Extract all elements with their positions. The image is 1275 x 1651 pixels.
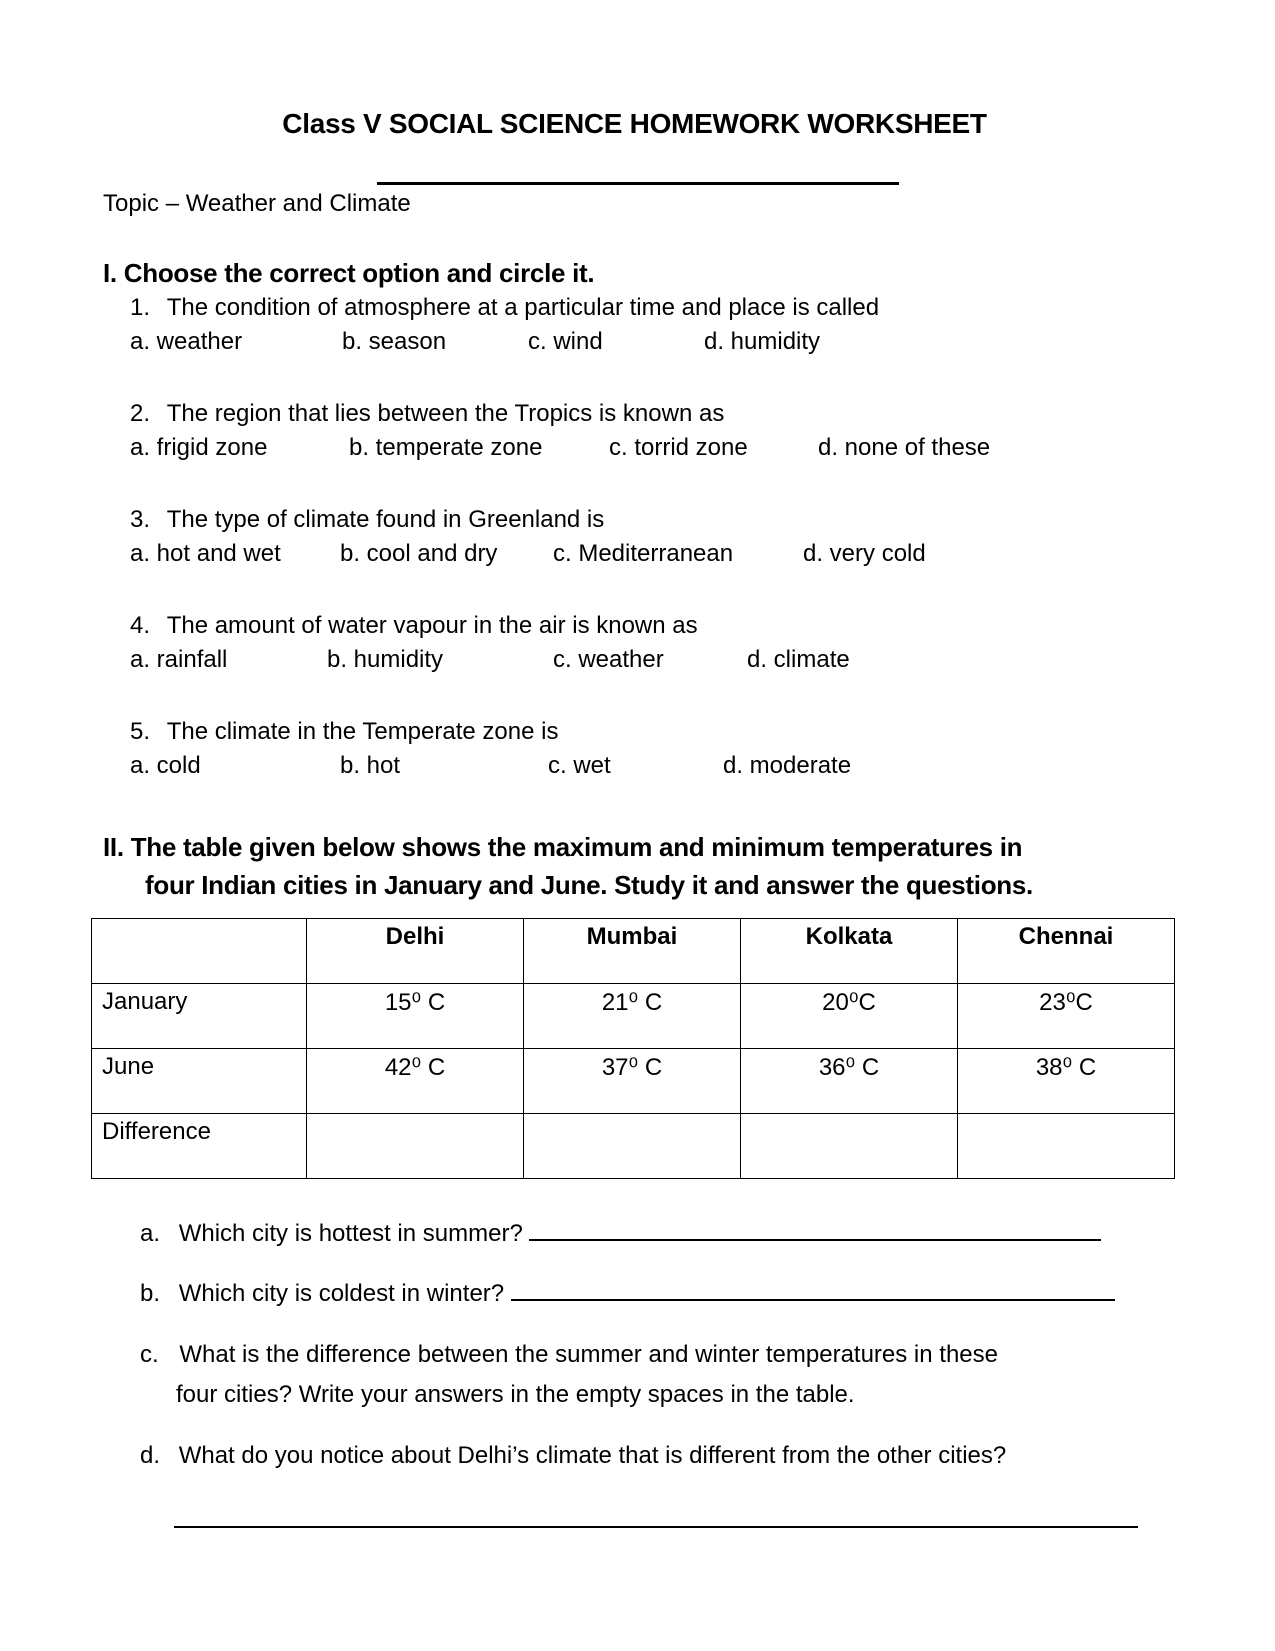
subquestion-text: Which city is hottest in summer?: [178, 1220, 523, 1247]
table-corner-cell: [92, 919, 307, 984]
question-number: 2.: [130, 400, 151, 427]
question-text: The type of climate found in Greenland is: [166, 506, 605, 533]
question-2: [130, 400, 724, 428]
column-header-delhi: Delhi: [307, 919, 524, 984]
row-label-january: January: [92, 984, 307, 1049]
topic-line: Topic – Weather and Climate: [103, 190, 411, 217]
q5-option-c[interactable]: c. wet: [548, 752, 611, 779]
section-1-heading: I. Choose the correct option and circle it.: [103, 258, 595, 288]
subquestion-text: Which city is coldest in winter?: [178, 1280, 505, 1307]
cell-june-mumbai: 37⁰ C: [524, 1049, 741, 1114]
subquestion-letter: b.: [140, 1280, 161, 1307]
question-text: The condition of atmosphere at a particular time and place is called: [166, 294, 880, 321]
q1-option-d[interactable]: d. humidity: [704, 328, 821, 355]
question-3: [130, 506, 604, 534]
question-text: The climate in the Temperate zone is: [166, 718, 559, 745]
cell-january-kolkata: 20⁰C: [741, 984, 958, 1049]
subquestion-letter: a.: [140, 1220, 161, 1247]
question-number: 5.: [130, 718, 151, 745]
section-2-heading-line-2: four Indian cities in January and June. Study it and answer the questions.: [145, 870, 1033, 900]
answer-cell-difference-kolkata[interactable]: [741, 1114, 958, 1179]
worksheet-title: [0, 108, 1275, 140]
temperature-table: [91, 918, 1175, 1179]
answer-cell-difference-chennai[interactable]: [958, 1114, 1175, 1179]
table-header-row: [92, 919, 1175, 984]
section-2-heading-line-1: II. The table given below shows the maximum and minimum temperatures in: [103, 832, 1023, 862]
cell-june-chennai: 38⁰ C: [958, 1049, 1175, 1114]
q1-option-b[interactable]: b. season: [342, 328, 447, 355]
subquestion-b: [140, 1280, 1115, 1308]
q4-option-a[interactable]: a. rainfall: [130, 646, 228, 673]
cell-january-mumbai: 21⁰ C: [524, 984, 741, 1049]
subquestion-letter: d.: [140, 1442, 161, 1469]
question-text: The region that lies between the Tropics is known as: [166, 400, 725, 427]
column-header-kolkata: Kolkata: [741, 919, 958, 984]
answer-blank-b[interactable]: [511, 1299, 1115, 1301]
cell-january-chennai: 23⁰C: [958, 984, 1175, 1049]
q1-option-c[interactable]: c. wind: [528, 328, 603, 355]
answer-cell-difference-delhi[interactable]: [307, 1114, 524, 1179]
table-row: [92, 1114, 1175, 1179]
q3-option-d[interactable]: d. very cold: [803, 540, 926, 567]
q3-option-a[interactable]: a. hot and wet: [130, 540, 281, 567]
subquestion-a: [140, 1220, 1101, 1248]
question-5: [130, 718, 558, 746]
question-number: 1.: [130, 294, 151, 321]
q2-option-b[interactable]: b. temperate zone: [349, 434, 543, 461]
subquestion-c: [140, 1341, 998, 1369]
q3-option-b[interactable]: b. cool and dry: [340, 540, 498, 567]
cell-june-delhi: 42⁰ C: [307, 1049, 524, 1114]
question-1: [130, 294, 879, 322]
answer-cell-difference-mumbai[interactable]: [524, 1114, 741, 1179]
q4-option-d[interactable]: d. climate: [747, 646, 850, 673]
q1-option-a[interactable]: a. weather: [130, 328, 243, 355]
answer-blank-a[interactable]: [529, 1239, 1101, 1241]
q2-option-d[interactable]: d. none of these: [818, 434, 991, 461]
q5-option-d[interactable]: d. moderate: [723, 752, 852, 779]
worksheet-title-text: Class V SOCIAL SCIENCE HOMEWORK WORKSHEET: [282, 108, 987, 139]
question-text: The amount of water vapour in the air is known as: [166, 612, 698, 639]
question-number: 4.: [130, 612, 151, 639]
q3-option-c[interactable]: c. Mediterranean: [553, 540, 734, 567]
subquestion-d: [140, 1442, 1006, 1470]
column-header-mumbai: Mumbai: [524, 919, 741, 984]
question-number: 3.: [130, 506, 151, 533]
column-header-chennai: Chennai: [958, 919, 1175, 984]
subquestion-text: What do you notice about Delhi’s climate that is different from the other cities?: [178, 1442, 1007, 1469]
q5-option-a[interactable]: a. cold: [130, 752, 201, 779]
subquestion-c-continued: four cities? Write your answers in the empty spaces in the table.: [176, 1381, 855, 1408]
cell-january-delhi: 15⁰ C: [307, 984, 524, 1049]
q2-option-c[interactable]: c. torrid zone: [609, 434, 748, 461]
name-blank-line[interactable]: [377, 182, 899, 185]
q2-option-a[interactable]: a. frigid zone: [130, 434, 268, 461]
row-label-june: June: [92, 1049, 307, 1114]
q4-option-c[interactable]: c. weather: [553, 646, 664, 673]
subquestion-text: What is the difference between the summer and winter temperatures in these: [179, 1341, 998, 1368]
cell-june-kolkata: 36⁰ C: [741, 1049, 958, 1114]
q5-option-b[interactable]: b. hot: [340, 752, 401, 779]
table-row: [92, 1049, 1175, 1114]
row-label-difference: Difference: [92, 1114, 307, 1179]
table-row: [92, 984, 1175, 1049]
q4-option-b[interactable]: b. humidity: [327, 646, 444, 673]
answer-blank-d[interactable]: [174, 1526, 1138, 1528]
question-4: [130, 612, 698, 640]
subquestion-letter: c.: [140, 1341, 159, 1368]
